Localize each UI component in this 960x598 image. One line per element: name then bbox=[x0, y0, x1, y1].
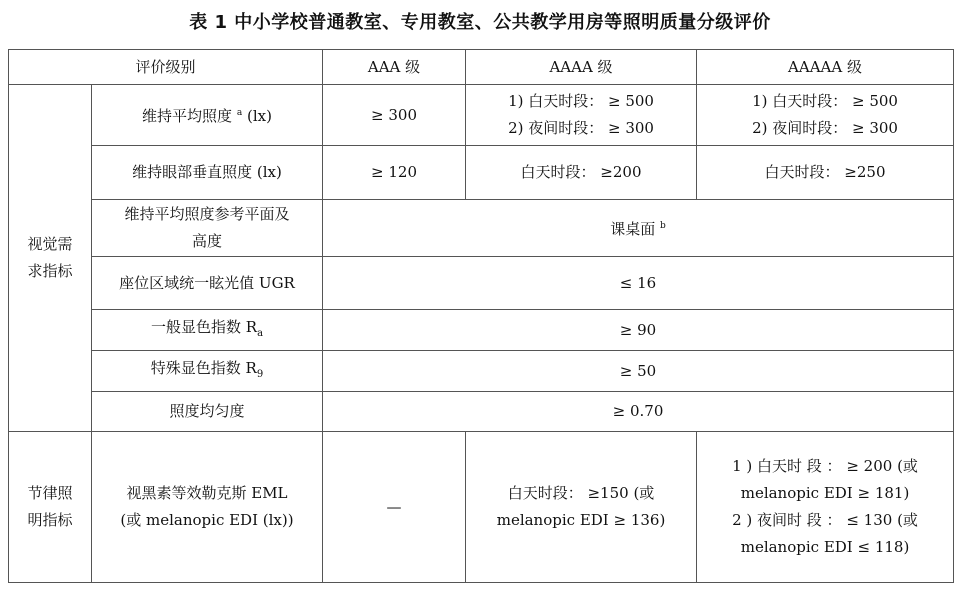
ra-value: ≥ 90 bbox=[323, 310, 954, 351]
illuminance-aaaaa bbox=[697, 85, 954, 146]
category-rhythm bbox=[9, 432, 92, 583]
reference-value bbox=[323, 200, 954, 257]
r9-label-text: 特殊显色指数 R bbox=[150, 358, 257, 377]
header-aaaa: AAAA 级 bbox=[466, 50, 697, 85]
eml-aaaaa-night-edi: melanopic EDI ≤ 118) bbox=[740, 538, 910, 556]
header-row bbox=[9, 50, 954, 85]
footnote-b: b bbox=[660, 221, 666, 231]
reference-label bbox=[92, 200, 323, 257]
r9-value: ≥ 50 bbox=[323, 351, 954, 392]
category-visual-line2: 求指标 bbox=[27, 262, 73, 280]
eml-label bbox=[92, 432, 323, 583]
lighting-quality-table bbox=[8, 49, 954, 583]
illuminance-aaaaa-day: 1) 白天时段： ≥ 500 bbox=[752, 92, 898, 110]
vertical-aaa: ≥ 120 bbox=[323, 146, 466, 200]
illuminance-aaaa-night: 2) 夜间时段： ≥ 300 bbox=[508, 119, 654, 137]
vertical-aaaa: 白天时段： ≥200 bbox=[466, 146, 697, 200]
category-visual bbox=[9, 85, 92, 432]
eml-aaaa-line1: 白天时段： ≥150 (或 bbox=[507, 484, 655, 502]
table-row-vertical bbox=[9, 146, 954, 200]
eml-aaaaa-night: 2 ) 夜间时 段 ： ≤ 130 (或 bbox=[732, 511, 918, 529]
table-row-ugr bbox=[9, 257, 954, 310]
vertical-label: 维持眼部垂直照度 (lx) bbox=[92, 146, 323, 200]
footnote-a: a bbox=[236, 108, 243, 118]
ra-label-text: 一般显色指数 R bbox=[150, 317, 258, 336]
illuminance-aaaa bbox=[466, 85, 697, 146]
illuminance-aaaa-day: 1) 白天时段： ≥ 500 bbox=[508, 92, 654, 110]
table-row-r9 bbox=[9, 351, 954, 392]
table-row-illuminance bbox=[9, 85, 954, 146]
vertical-aaaaa: 白天时段： ≥250 bbox=[697, 146, 954, 200]
header-aaaaa: AAAAA 级 bbox=[697, 50, 954, 85]
table-title: 表 1 中小学校普通教室、专用教室、公共教学用房等照明质量分级评价 bbox=[189, 12, 771, 33]
uniformity-label: 照度均匀度 bbox=[92, 392, 323, 432]
eml-aaaaa bbox=[697, 432, 954, 583]
reference-label-line1: 维持平均照度参考平面及 bbox=[124, 205, 290, 223]
r9-subscript: 9 bbox=[256, 368, 264, 380]
eml-label-line2: (或 melanopic EDI (lx)) bbox=[120, 511, 294, 529]
illuminance-aaaaa-night: 2) 夜间时段： ≥ 300 bbox=[752, 119, 898, 137]
eml-aaaa bbox=[466, 432, 697, 583]
illuminance-unit: (lx) bbox=[247, 107, 272, 125]
category-rhythm-line2: 明指标 bbox=[27, 511, 73, 529]
ra-subscript: a bbox=[257, 327, 264, 339]
r9-label bbox=[92, 351, 323, 392]
illuminance-label bbox=[92, 85, 323, 146]
ugr-value: ≤ 16 bbox=[323, 257, 954, 310]
header-aaa: AAA 级 bbox=[323, 50, 466, 85]
eml-aaaaa-day-edi: melanopic EDI ≥ 181) bbox=[740, 484, 910, 502]
header-grade-label: 评价级别 bbox=[9, 50, 323, 85]
table-row-reference bbox=[9, 200, 954, 257]
table-row-uniformity bbox=[9, 392, 954, 432]
table-row-eml bbox=[9, 432, 954, 583]
uniformity-value: ≥ 0.70 bbox=[323, 392, 954, 432]
ra-label bbox=[92, 310, 323, 351]
table-row-ra bbox=[9, 310, 954, 351]
eml-aaaaa-day: 1 ) 白天时 段 ： ≥ 200 (或 bbox=[732, 457, 918, 475]
eml-label-line1: 视黑素等效勒克斯 EML bbox=[126, 484, 288, 502]
illuminance-label-text: 维持平均照度 bbox=[142, 107, 233, 125]
ugr-label: 座位区域统一眩光值 UGR bbox=[92, 257, 323, 310]
reference-label-line2: 高度 bbox=[192, 232, 223, 250]
reference-value-text: 课桌面 bbox=[610, 220, 656, 238]
eml-aaa: — bbox=[323, 432, 466, 583]
category-rhythm-line1: 节律照 bbox=[27, 484, 73, 502]
eml-aaaa-line2: melanopic EDI ≥ 136) bbox=[496, 511, 666, 529]
illuminance-aaa: ≥ 300 bbox=[323, 85, 466, 146]
category-visual-line1: 视觉需 bbox=[27, 235, 73, 253]
